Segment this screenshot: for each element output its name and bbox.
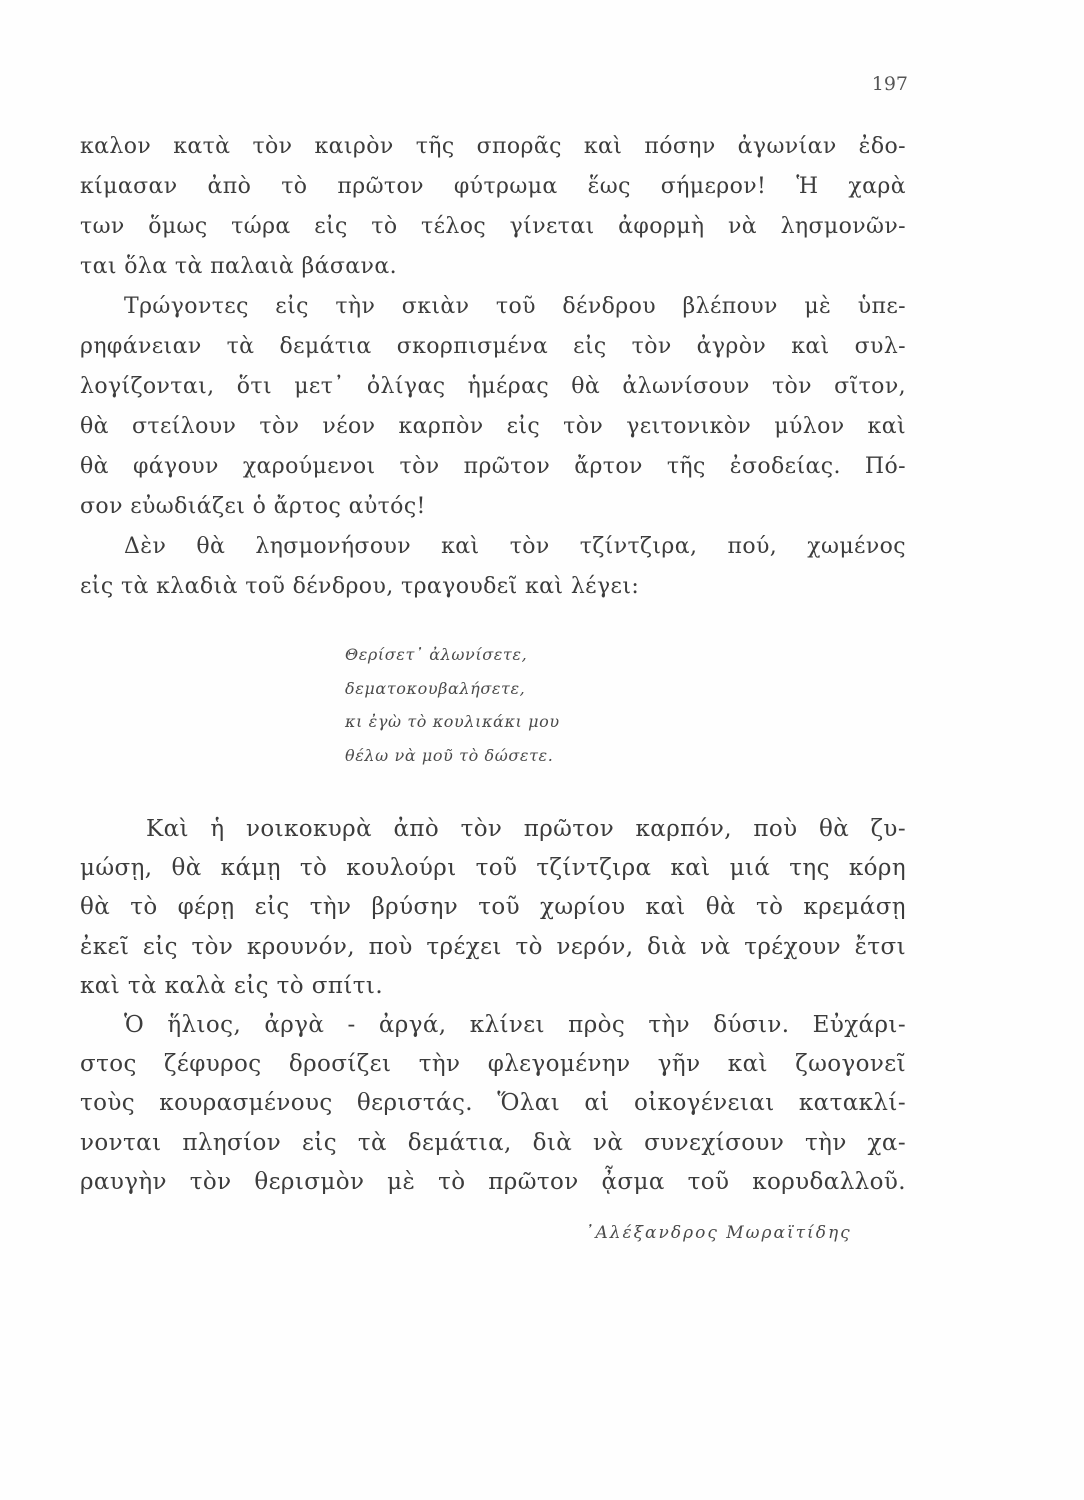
- paragraph: [80, 527, 906, 607]
- text-line: Ὁ ἥλιος, ἀργὰ - ἀργά, κλίνει πρὸς τὴν δύσιν. Εὐχάρι-: [124, 1012, 906, 1039]
- author-signature: ᾿Αλέξανδρος Μωραϊτίδης: [585, 1223, 852, 1243]
- poem-line: κι ἐγὼ τὸ κουλικάκι μου: [345, 712, 560, 731]
- text-line: στος ζέφυρος δροσίζει τὴν φλεγομένην γῆν καὶ ζωογονεῖ: [80, 1051, 906, 1078]
- text-line: λογίζονται, ὅτι μετ᾽ ὀλίγας ἡμέρας θὰ ἀλωνίσουν τὸν σῖτον,: [80, 374, 906, 399]
- text-line: κίμασαν ἀπὸ τὸ πρῶτον φύτρωμα ἕως σήμερον! Ἡ χαρὰ: [80, 174, 906, 199]
- text-line: ρηφάνειαν τὰ δεμάτια σκορπισμένα εἰς τὸν ἀγρὸν καὶ συλ-: [80, 334, 906, 359]
- paragraph: [80, 127, 906, 287]
- text-line: Δὲν θὰ λησμονήσουν καὶ τὸν τζίντζιρα, πού, χωμένος: [124, 534, 906, 559]
- poem-line: δεματοκουβαλήσετε,: [345, 678, 526, 698]
- text-line: καλον κατὰ τὸν καιρὸν τῆς σπορᾶς καὶ πόσην ἀγωνίαν ἐδο-: [80, 134, 906, 159]
- prose-block-bottom: [80, 810, 906, 1202]
- text-line: σον εὐωδιάζει ὁ ἄρτος αὐτός!: [80, 494, 426, 519]
- text-line: θὰ φάγουν χαρούμενοι τὸν πρῶτον ἄρτον τῆς ἐσοδείας. Πό-: [80, 454, 906, 479]
- text-line: των ὅμως τώρα εἰς τὸ τέλος γίνεται ἀφορμὴ νὰ λησμονῶν-: [80, 214, 906, 239]
- text-line: καὶ τὰ καλὰ εἰς τὸ σπίτι.: [80, 972, 384, 999]
- poem-line: Θερίσετ᾽ ἀλωνίσετε,: [345, 645, 528, 664]
- page-number: 197: [871, 73, 908, 95]
- text-line: ἐκεῖ εἰς τὸν κρουνόν, ποὺ τρέχει τὸ νερόν, διὰ νὰ τρέχουν ἔτσι: [80, 933, 906, 960]
- paragraph: [80, 287, 906, 527]
- text-line: θὰ τὸ φέρῃ εἰς τὴν βρύσην τοῦ χωρίου καὶ θὰ τὸ κρεμάσῃ: [80, 894, 906, 921]
- poem-verse-block: [345, 638, 765, 772]
- paragraph: [80, 810, 906, 1006]
- text-line: εἰς τὰ κλαδιὰ τοῦ δένδρου, τραγουδεῖ καὶ λέγει:: [80, 574, 640, 599]
- text-line: νονται πλησίον εἰς τὰ δεμάτια, διὰ νὰ συνεχίσουν τὴν χα-: [80, 1129, 906, 1156]
- poem-line: θέλω νὰ μοῦ τὸ δώσετε.: [345, 745, 554, 765]
- text-line: Καὶ ἡ νοικοκυρὰ ἀπὸ τὸν πρῶτον καρπόν, ποὺ θὰ ζυ-: [146, 816, 906, 842]
- text-line: ραυγὴν τὸν θερισμὸν μὲ τὸ πρῶτον ᾆσμα τοῦ κορυδαλλοῦ.: [80, 1168, 906, 1195]
- text-line: ται ὅλα τὰ παλαιὰ βάσανα.: [80, 254, 397, 279]
- text-line: Τρώγοντες εἰς τὴν σκιὰν τοῦ δένδρου βλέπουν μὲ ὑπε-: [124, 294, 906, 319]
- paragraph: [80, 1006, 906, 1202]
- prose-block-top: [80, 127, 906, 607]
- text-line: τοὺς κουρασμένους θεριστάς. Ὅλαι αἱ οἰκογένειαι κατακλί-: [80, 1090, 906, 1117]
- text-line: θὰ στείλουν τὸν νέον καρπὸν εἰς τὸν γειτονικὸν μύλον καὶ: [80, 414, 906, 439]
- text-line: μώσῃ, θὰ κάμῃ τὸ κουλούρι τοῦ τζίντζιρα καὶ μιά της κόρη: [80, 855, 906, 882]
